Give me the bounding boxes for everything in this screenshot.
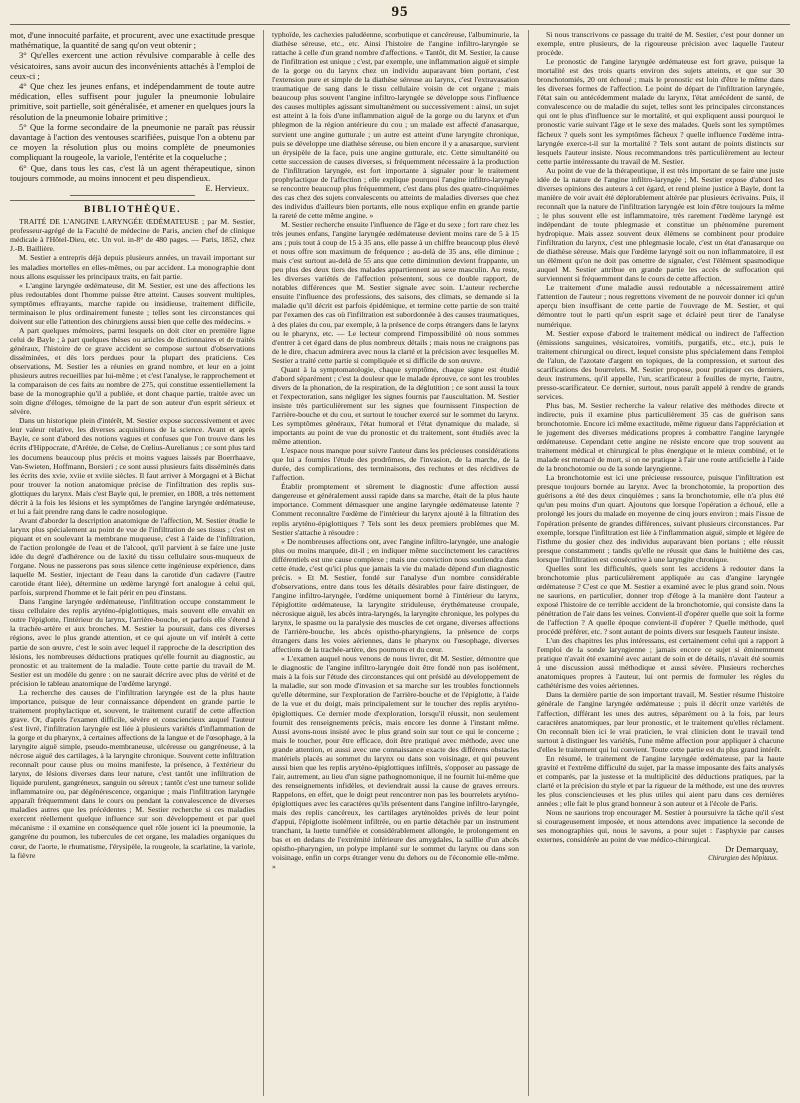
article-paragraph: L'un des chapitres les plus intéressans, est certainement celui qui a rapport à l'emploi de la sonde laryngienne ; jamais encore ce sujet si éminemment pratique n'avait été examiné avec autant de soin et de détails, n'avait été soumis à une discussion aussi méthodique et aussi sévère. Plusieurs recherches anatomiques propres à l'auteur, lui ont permis de formuler les règles du cathétérisme des voies aériennes. xyxy=(537,636,784,691)
article-paragraph: 4° Que chez les jeunes enfans, et indépendamment de toute autre médication, elles suffisent pour juguler la pneumonie lobulaire primitive, soit partielle, soit généralisée, et amener en quelques jours la résolution de la pneumonie lobaire primitive ; xyxy=(10,81,255,122)
article-paragraph: 6° Que, dans tous les cas, c'est là un agent thérapeutique, sinon toujours commode, au moins innocent et peu dispendieux. xyxy=(10,162,255,183)
reviewer-signature: Dr Demarquay, xyxy=(725,844,778,855)
article-paragraph: La recherche des causes de l'infiltration laryngée est de la plus haute importance, puisque de leur connaissance dépendent en grande partie le traitement prophylactique et, souvent, le traitement curatif de cette affection grave. Or, d'après l'examen difficile, sévère et consciencieux auquel l'auteur s'est livré, l'infiltration laryngée est liée à plusieurs variétés d'inflammation de la gorge et du pharynx, à certaines affections de la langue et de l'œsophage, à la laryngite aiguë simple, pseudo-membraneuse, ulcéreuse ou gangréneuse, à la nécrose aiguë des cartilages, à la laryngite chronique. Souvent cette infiltration reconnaît pour cause plus ou moins manifeste, la présence, à l'extérieur du larynx, de lésions diverses dans leur nature, c'est tantôt une infiltration de liquide purulent, gangréneux, sanguin ou séreux ; tantôt c'est une tumeur solide inflammatoire ou, par dégénérescence, organique ; mais l'infiltration laryngée apparaît fréquemment dans le cours ou pendant la convalescence de diverses maladies autres que les précédentes ; M. Sestier recherche si ces maladies exercent réellement quelque influence sur son développement et par quel mécanisme : il examine en conséquence quel rôle jouent ici la pneumonie, la gangrène du poumon, les tubercules de cet organe, les maladies organiques du cœur, de l'aorte, le rhumatisme, l'érysipèle, la rougeole, la scarlatine, la variole, la fièvre xyxy=(10,687,255,860)
article-paragraph: La bronchotomie est ici une précieuse ressource, puisque l'infiltration est presque toujours bornée au larynx. Avec la bronchotomie, la proportion des guérisons a été des deux cinquièmes ; sans la bronchotomie, elle n'a plus été qu'un peu moins d'un quart. Ajoutons que lorsque l'opération a échoué, elle a prolongé les jours du malade en moyenne de cinq jours environ ; mais l'issue de l'opération présente de grandes différences, suivant plusieurs circonstances. Par exemple, lorsque l'infiltration est liée à l'inflammation aiguë, simple et légère de l'isthme du gosier chez des individus auparavant bien portans ; elle réussit presque constamment ; tandis qu'elle ne réussit que dans le huitième des cas, lorsque l'infiltration est consécutive à une laryngite chronique. xyxy=(537,473,784,564)
column-left xyxy=(10,30,255,1096)
author-signature: E. Hervieux. xyxy=(205,183,249,194)
article-paragraph: Quelles sont les difficultés, quels sont les accidens à redouter dans la bronchotomie plus particulièrement appliquée au cas d'angine laryngée œdémateuse ? C'est ce que M. Sestier a examiné avec le plus grand soin. Nous ne saurions, en particulier, donner trop d'éloge à la manière dont l'auteur a exposé l'histoire de ce terrible accident de la bronchotomie, qui consiste dans la pénétration de l'air dans les veines. Convient-il d'opérer quelle que soit la forme de l'affection ? A quelle époque convient-il d'opérer ? Quelle méthode, quel procédé préférer, etc. ? sont autant de points divers sur lesquels l'auteur insiste. xyxy=(537,563,784,637)
column-separator xyxy=(263,30,264,1096)
article-paragraph: Au point de vue de la thérapeutique, il est très important de se faire une juste idée de la nature de l'angine infiltro-laryngée ; M. Sestier expose d'abord les diverses opinions des auteurs à cet égard, et rend pleine justice à Bayle, dont la manière de voir avait été déplorablement altérée par plusieurs écrivains. Puis, il reconnaît que la nature de l'infiltration laryngée est loin d'être toujours la même ; le plus souvent elle est inflammatoire, très rarement l'œdème laryngé est indépendant de toute phlegmasie et constitue un phénomène purement hydropique. Mais assez souvent deux élémens se combinent pour produire l'infiltration du larynx, c'est une phlegmasie locale, c'est un état d'anasarque ou de diathèse séreuse. Mais que l'œdème laryngé soit ou non inflammatoire, il est un élément qu'on ne doit pas omettre de signaler, c'est l'élément spasmodique auquel M. Sestier attribue en grande partie les accès de suffocation qui surviennent si fréquemment dans le cours de cette affection. xyxy=(537,165,784,284)
article-paragraph: Le traitement d'une maladie aussi redoutable a nécessairement attiré l'attention de l'auteur ; nous regrettons vivement de ne pouvoir donner ici qu'un aperçu bien insuffisant de cette partie de l'ouvrage de M. Sestier, et qui démontre tout le parti qu'un esprit sage et éclairé peut tirer de l'analyse numérique. xyxy=(537,283,784,329)
article-paragraph: Quant à la symptomatologie, chaque symptôme, chaque signe est étudié d'abord séparément ; c'est la douleur que le malade éprouve, ce sont les troubles divers de la phonation, de la respiration, de la déglutition ; ce sont aussi la toux et l'expectoration, sans négliger les signes fournis par l'auscultation. M. Sestier insiste très particulièrement sur les signes que fournissent l'inspection de l'arrière-bouche et du cou, et surtout le toucher exercé sur le sommet du larynx. Les symptômes généraux, l'état humoral et l'état dynamique du malade, si importants au point de vue du pronostic et du traitement, sont étudiés avec la même attention. xyxy=(272,364,519,447)
page-number: 95 xyxy=(391,4,409,20)
review-intro: TRAITÉ DE L'ANGINE LARYNGÉE ŒDÉMATEUSE ; par M. Sestier, professeur-agrégé de la Faculté de médecine de Paris, ancien chef de clinique médicale à l'Hôtel-Dieu, etc. Un vol. in-8° de 480 pages. — Paris, 1852, chez J.-B. Baillière. xyxy=(10,217,255,254)
article-paragraph: Plus bas, M. Sestier recherche la valeur relative des méthodes directe et indirecte, puis il examine plus particulièrement 35 cas de guérison sans bronchotomie. Encore ici même exactitude, même rigueur dans l'appréciation et le jugement des diverses médications propres à combattre l'angine laryngée œdémateuse. Cependant cette angine ne résiste encore que trop souvent au traitement médical et chirurgical le plus énergique et le mieux combiné, et le malade est menacé de mort, si on ne pratique à l'air une route artificielle à l'aide de la bronchotomie ou de la sonde laryngienne. xyxy=(537,400,784,474)
column-middle xyxy=(272,30,519,1096)
header-rule xyxy=(10,24,790,25)
article-paragraph: Avant d'aborder la description anatomique de l'affection, M. Sestier étudie le larynx plus spécialement au point de vue de l'infiltration de ses tissus ; c'est en piquant et en soulevant la membrane muqueuse, c'est à l'aide de l'infiltration, de l'action prolongée de l'eau et de l'alcool, qu'il parvient à se faire une juste idée du degré d'adhérence ou de laxité du tissu cellulaire sous-muqueux de l'organe. Nous ne passerons pas sous silence cette ingénieuse expérience, dans laquelle M. Sestier, injectant de l'eau dans la carotide d'un cadavre (l'autre carotide étant liée), détermine un œdème laryngé fort analogue à celui qui, parfois, surprend l'homme et le fait périr en peu d'instans. xyxy=(10,515,255,598)
article-paragraph: Établir promptement et sûrement le diagnostic d'une affection aussi dangereuse et généralement aussi rapide dans sa marche, était de la plus haute importance. Comment démasquer une angine laryngée œdémateuse latente ? Comment reconnaître l'œdème de l'intérieur du larynx ajouté à la filtration des replis aryténo-épiglottiques ? Tels sont les deux premiers problèmes que M. Sestier s'attache à résoudre : xyxy=(272,482,519,537)
article-paragraph: typhoïde, les cachexies paludéenne, scorbutique et cancéreuse, l'albuminurie, la diathèse séreuse, etc., etc. Ainsi l'histoire de l'angine infiltro-laryngée se rattache à celle d'un grand nombre d'affections. « Tantôt, dit M. Sestier, la cause de l'infiltration est unique ; c'est, par exemple, une inflammation aiguë et simple de la gorge ou du larynx chez un individu auparavant bien portant, c'est l'extension pure et simple de la diathèse séreuse au larynx, c'est l'extravasation traumatique de sang dans le tissu cellulaire voisin de cet organe ; mais beaucoup plus souvent l'angine infiltro-laryngée se développe sous l'influence des causes multiples agissant simultanément ou successivement : ainsi, un sujet est atteint à la fois d'une inflammation aiguë de la gorge ou du larynx et d'un phlegmon de la région antérieure du cou ; un malade est affecté d'anasarque, survient une angine gutturale ; un autre est atteint d'une laryngite chronique, puis se développe une diathèse séreuse, ou bien encore il y a anasarque, survient un érysipèle de la face, puis une angine gutturale, etc. Cette simultanéité ou cette succession de causes diverses, si fréquemment nécessaire à la production de l'infiltration laryngée, est fort importante à signaler pour le traitement prophylactique de l'affection ; elle explique pourquoi l'angine infiltro-laryngée se rencontre beaucoup plus fréquemment, c'est dans plus des quatre-cinquièmes des cas chez des sujets convalescents ou atteints de maladies diverses que chez des individus d'ailleurs bien portants, elle nous explique enfin en grande partie la rareté de cette même angine. » xyxy=(272,30,519,220)
article-paragraph: A part quelques mémoires, parmi lesquels on doit citer en première ligne celui de Bayle ; à part quelques thèses ou articles de dictionnaires et de traités généraux, l'histoire de ce grave accident se compose surtout d'observations disséminées, et dès lors perdues pour la plupart des praticiens. Ces observations, M. Sestier les a réunies en grand nombre, et leur en a joint plusieurs autres recueillies par lui-même ; et c'est l'analyse, le rapprochement et la comparaison de ces faits au nombre de 275, qui constitue essentiellement la base de la monographie qu'il a publiée, et dont chaque partie, traitée avec un soin digne d'éloges, témoigne de la part de son auteur d'un esprit sérieux et sévère. xyxy=(10,325,255,417)
article-paragraph: Dans un historique plein d'intérêt, M. Sestier expose successivement et avec leur valeur relative, les diverses acquisitions de la science. Avant et après Bayle, ce sont d'abord des notions vagues et confuses que l'on trouve dans les écrits d'Hippocrate, d'Arétée, de Celse, de Cœlius-Aurelianus ; ce sont plus tard les documens beaucoup plus précis et moins vagues laissés par Boerrhaave, Van-Swieten, Hoffmann, Borsieri ; ce sont aussi plusieurs faits disséminés dans les écrits des xvie, xviie et xviiie siècles. Il faut arriver à Morgagni et à Bichat pour trouver la notion anatomique précise de l'infiltration des replis sus-glottiques du larynx. Mais c'est Bayle qui, le premier, en 1808, a très nettement décrit à la fois les lésions et les symptômes de l'angine laryngée œdémateuse, et lui a fait prendre rang dans le cadre nosologique. xyxy=(10,416,255,516)
article-paragraph: 5° Que la forme secondaire de la pneumonie ne paraît pas réussir davantage à l'action des ventouses scarifiées, puisque l'on a obtenu par ce moyen la résolution plus ou moins complète de pneumonies compliquant la rougeole, la variole, l'entérite et la coqueluche ; xyxy=(10,121,255,163)
column-right xyxy=(537,30,784,1096)
article-paragraph: M. Sestier a entrepris déjà depuis plusieurs années, un travail important sur les maladies mortelles en elles-mêmes, ou par accident. La monographie dont nous allons esquisser les principaux traits, en fait partie. xyxy=(10,253,255,281)
article-paragraph: 3° Qu'elles exercent une action révulsive comparable à celle des vésicatoires, sans avoir aucun des inconvénients attachés à l'emploi de ceux-ci ; xyxy=(10,50,255,81)
column-separator xyxy=(528,30,529,1096)
article-paragraph: « L'angine laryngée œdémateuse, dit M. Sestier, est une des affections les plus redoutables dont l'homme puisse être atteint. Causes souvent multiples, symptômes effrayants, marche rapide ou insidieuse, traitement difficile, terminaison le plus ordinairement funeste ; telles sont les circonstances qui doivent sur elle l'attention des chirurgiens aussi bien que celle des médecins. » xyxy=(10,280,255,326)
article-paragraph: Si nous transcrivons ce passage du traité de M. Sestier, c'est pour donner un exemple, entre plusieurs, de la rigoureuse précision avec laquelle l'auteur procède. xyxy=(537,30,784,58)
section-heading: BIBLIOTHÈQUE. xyxy=(10,200,255,214)
article-paragraph: Le pronostic de l'angine laryngée œdémateuse est fort grave, puisque la mortalité est des trois quarts environ des sujets atteints, et que sur 30 bronchotomiés, 20 ont échoué ; mais le pronostic est loin d'être le même dans les diverses formes de l'affection. Le point de départ de l'infiltration laryngée, l'état sain ou antécédemment malade du larynx, l'état antécédent de santé, de convalescence ou de maladie du sujet, telles sont les principales circonstances qui ont le plus d'influence sur le mortalité, et qui expliquent aussi pourquoi le pronostic varie suivant l'âge et le sexe des malades. Quels sont les symptômes fâcheux ? quels sont les symptômes fâcheux ? quelle influence l'œdème intra-laryngée exerce-t-il sur la mortalité ? Tels sont autant de points distincts sur lesquels l'auteur insiste. Nous recommandons très particulièrement au lecteur cette partie intéressante du travail de M. Sestier. xyxy=(537,57,784,166)
article-paragraph: Dans l'angine laryngée œdémateuse, l'infiltration occupe constamment le tissu cellulaire des replis aryténo-épiglottiques, mais souvent elle envahit en outre l'épiglotte, l'intérieur du larynx, l'arrière-bouche, et parfois elle s'étend à la trachée-artère et aux bronches. M. Sestier la poursuit, dans ces diverses régions, avec le plus grande attention, et ce qui ajoute un vif intérêt à cette partie de son œuvre, c'est le soin avec lequel il rapproche de la description des lésions, les nombreuses déductions pratiques qu'elle fournit au diagnostic, au pronostic et au traitement de la maladie. Toute cette partie du travail de M. Sestier est un modèle du genre : on ne saurait décrire avec plus de vérité et de précision le tableau anatomique de l'œdème laryngé. xyxy=(10,597,255,688)
reviewer-title: Chirurgien des hôpitaux. xyxy=(708,854,778,863)
article-paragraph: « L'examen auquel nous venons de nous livrer, dit M. Sestier, démontre que le diagnostic de l'angine infiltro-laryngée doit être fondé non pas isolément, mais à la fois sur l'étude des circonstances qui ont présidé au développement de la maladie, sur son mode d'invasion et sa marche sur les troubles fonctionnels qu'elle détermine, sur l'exploration de l'arrière-bouche et de l'épiglotte, à l'aide de la vue et du doigt, mais principalement sur le toucher des replis aryténo-épiglottiques. Ce dernier mode d'exploration, lorsqu'il réussit, non seulement fournit des renseignements précis, mais encore les donne à l'instant même. Aussi avons-nous insisté avec le plus grand soin sur tout ce qui le concerne ; mais le toucher, pour être efficace, doit être pratiqué avec méthode, avec une grande attention, et aussi avec une connaissance exacte des différens obstacles matériels placés au sommet du larynx ou dans son voisinage, et qui peuvent aussi bien que les replis aryténo-épiglottiques infiltrés, s'opposer au passage de l'air, autrement, au lieu d'un signe pathognomonique, il ne fournit lui-même que des renseignements infidèles, et deviendrait aussi la cause de graves erreurs. Rappelons, en effet, que le doigt peut rencontrer non pas les bourrelets aryténo-épiglottiques avec les caractères qu'ils présentent dans l'angine infiltro-laryngée, mais des replis cancéreux, les cartilages aryténoïdes privés de leur point d'appui, l'épiglotte isolément infiltrée, ou en partie détachée par un instrument tranchant, la luette tuméfiée et considérablement allongée, le prolongement en bas et en dedans de l'extrémité inférieure des amygdales, la saillie d'un abcès opistho-pharyngien, un polype implanté sur le sommet du larynx ou dans son voisinage, enfin un corps étranger venu du dehors ou de l'économie elle-même. » xyxy=(272,654,519,872)
article-paragraph: En résumé, le traitement de l'angine laryngée œdémateuse, par la haute gravité et l'extrême difficulté du sujet, par la masse imposante des faits analysés et comparés, par la justesse et la multiplicité des déductions pratiques, par la clarté et la précision du style et par la rigueur de la méthode, est une des œuvres les plus consciencieuses et les plus utiles qui aient paru dans ces dernières années ; elle fait le plus grand honneur à son auteur et à l'école de Paris. xyxy=(537,753,784,808)
article-paragraph: mot, d'une innocuité parfaite, et procurent, avec une exactitude presque mathématique, la quantité de sang qu'on veut obtenir ; xyxy=(10,30,255,51)
article-paragraph: Nous ne saurions trop encourager M. Sestier à poursuivre la tâche qu'il s'est si courageusement imposée, et nous attendons avec impatience la seconde de ses monographies qui, nous le savons, a pour sujet : l'asphyxie par causes externes, considérée au point de vue médico-chirurgical. xyxy=(537,808,784,845)
divider xyxy=(70,195,195,196)
article-paragraph: M. Sestier recherche ensuite l'influence de l'âge et du sexe ; fort rare chez les très jeunes enfans, l'angine laryngée œdémateuse devient moins rare de 5 à 15 ans ; puis tout à coup de 15 à 35 ans, elle passe à un chiffre beaucoup plus élevé et nous offre son maximum de fréquence ; au-delà de 35 ans, elle diminue ; mais c'est surtout au-delà de 55 ans que cette diminution devient frappante, un peu plus des deux tiers des malades appartiennent au sexe masculin. Au reste, les diverses variétés de l'affection présentent, sous ce double rapport, de notables différences que M. Sestier signale avec soin. L'auteur recherche ensuite l'influence des professions, des saisons, des climats, se demande si la maladie qu'il décrit est parfois épidémique, et termine cette partie de son traité par l'examen des cas où l'infiltration est subordonnée à des causes traumatiques, à des plaies du cou, par exemple, à la présence de corps étrangers dans le larynx ou le pharynx, etc. — Le lecteur comprend l'impossibilité où nous sommes d'entrer à cet égard dans de plus nombreux détails ; mais nous ne craignons pas de le dire, chacun admirera avec nous la clarté et la précision avec lesquelles M. Sestier a traité cette partie si compliquée et si difficile de son œuvre. xyxy=(272,219,519,365)
article-paragraph: Dans la dernière partie de son important travail, M. Sestier résume l'histoire générale de l'angine laryngée œdémateuse ; puis il décrit onze variétés de l'affection, différant les unes des autres, séparément ou à la fois, par leurs caractères anatomiques, par leur pronostic, et le traitement qu'elles réclament. On reconnaît bien ici le vrai praticien, le vrai clinicien dont le travail tend surtout à distinguer les variétés, l'une même affection pour appliquer à chacune d'elles le traitement qui lui convient. Toute cette partie est du plus grand intérêt. xyxy=(537,690,784,754)
article-paragraph: « De nombreuses affections ont, avec l'angine infiltro-laryngée, une analogie plus ou moins marquée, dit-il ; en indiquer même succinctement les caractères différentiels est une cause complexe ; mais une conviction nous soutiendra dans cette étude, c'est qu'ici plus que jamais la vie du malade dépend d'un diagnostic précis. » Et M. Sestier, fondé sur l'analyse d'un nombre considérable d'observations, entre dans tous les détails désirables pour faire distinguer, de l'angine infiltro-laryngée, l'œdème uniquement borné à l'intérieur du larynx, l'épiglottite œdémateuse, la laryngite striduleuse, érythémateuse croupale, nécrosique aiguë, les abcès intra-laryngés, la laryngite chronique, les polypes du larynx, le spasme ou la paralysie des muscles de cet organe, diverses affections de l'arrière-bouche, les abcès opistho-pharyngiens, la présence de corps étrangers dans les voies aériennes, dans le pharynx ou l'œsophage, diverses affections de la trachée-artère, des poumons et du cœur. xyxy=(272,536,519,655)
article-paragraph: M. Sestier expose d'abord le traitement médical ou indirect de l'affection (émissions sanguines, vésicatoires, vomitifs, purgatifs, etc., etc.), puis le traitement chirurgical ou direct, lequel consiste plus spécialement dans l'emploi de l'alun, de l'azotate d'argent en topiques, de la compression, et surtout des scarifications des bourrelets. M. Sestier propose, pour pratiquer ces derniers, deux instrumens, qu'il appelle, l'un, scarificateur à feuilles de myrte, l'autre, presso-scarificateur. Ce dernier, surtout, nous paraît appelé à rendre de grands services. xyxy=(537,328,784,401)
article-paragraph: L'espace nous manque pour suivre l'auteur dans les précieuses considérations que lui a fournies l'étude des prodrômes, de l'invasion, de la marche, de la durée, des complications, des terminaisons, des rechutes et des récidives de l'affection. xyxy=(272,446,519,483)
